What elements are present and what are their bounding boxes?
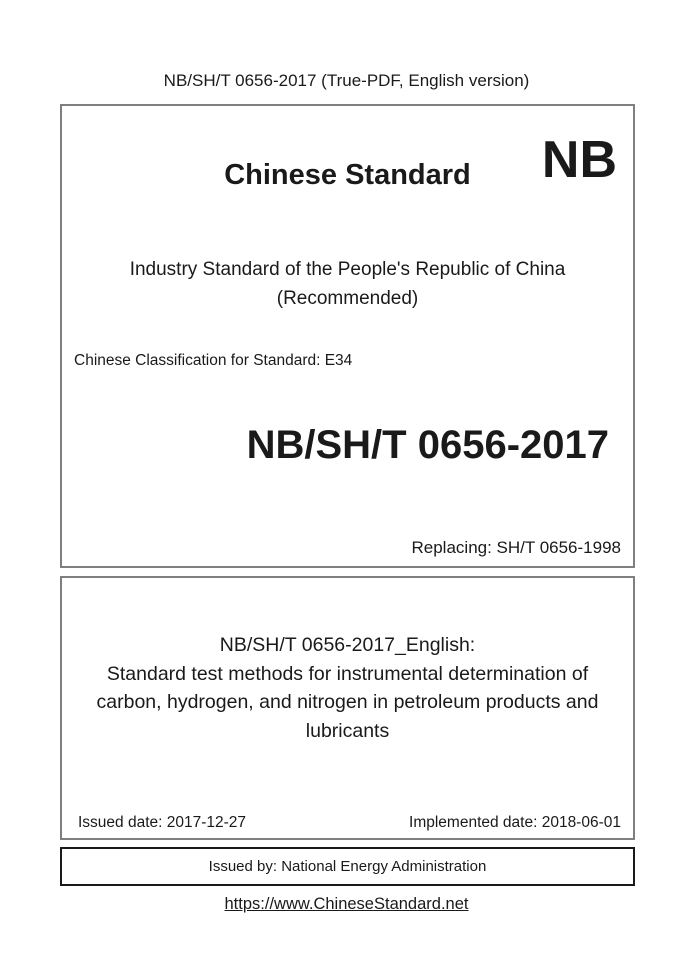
org-line-2: (Recommended) xyxy=(276,287,419,309)
cover-box xyxy=(60,104,635,568)
classification-label: Chinese Classification for Standard: E34 xyxy=(74,352,353,369)
replacing-label: Replacing: SH/T 0656-1998 xyxy=(411,538,621,557)
issuer-box xyxy=(60,847,635,886)
issued-by-label: Issued by: National Energy Administration xyxy=(208,858,487,875)
implemented-date: Implemented date: 2018-06-01 xyxy=(409,814,621,831)
dates-row xyxy=(62,813,633,832)
title-line-2: carbon, hydrogen, and nitrogen in petroleum products and xyxy=(96,691,599,713)
page-header: NB/SH/T 0656-2017 (True-PDF, English version) xyxy=(163,71,530,90)
footer xyxy=(0,895,693,914)
org-line-1: Industry Standard of the People's Republic of China xyxy=(129,259,566,280)
brand-title: Chinese Standard xyxy=(224,159,471,191)
site-link[interactable]: https://www.ChineseStandard.net xyxy=(224,895,469,913)
nb-logo: NB xyxy=(541,131,617,189)
english-label: NB/SH/T 0656-2017_English: xyxy=(219,634,476,656)
standard-number: NB/SH/T 0656-2017 xyxy=(246,423,609,467)
title-box xyxy=(60,576,635,840)
issued-date: Issued date: 2017-12-27 xyxy=(78,814,247,831)
standard-title-block xyxy=(62,631,633,745)
title-line-1: Standard test methods for instrumental determination of xyxy=(106,662,589,685)
org-block xyxy=(62,256,633,313)
title-line-3: lubricants xyxy=(305,719,390,742)
